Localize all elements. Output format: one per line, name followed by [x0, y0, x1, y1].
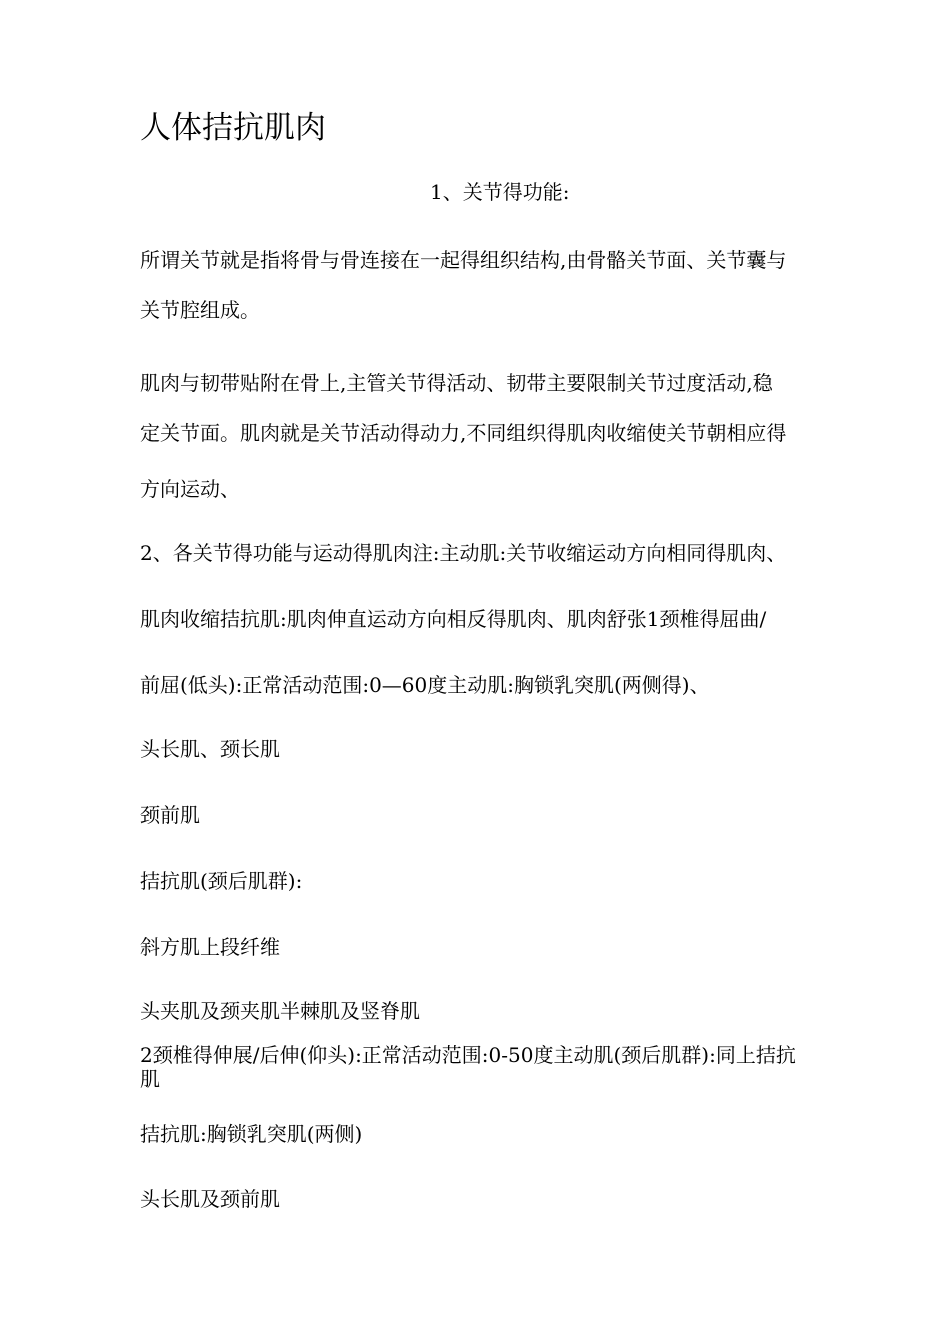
paragraph-line: 所谓关节就是指将骨与骨连接在一起得组织结构,由骨骼关节面、关节囊与 [140, 248, 787, 272]
paragraph-line: 定关节面。肌肉就是关节活动得动力,不同组织得肌肉收缩使关节朝相应得 [140, 421, 787, 445]
section-heading: 1、关节得功能: [430, 180, 570, 204]
document-title: 人体拮抗肌肉 [140, 110, 326, 146]
paragraph-line: 2颈椎得伸展/后伸(仰头):正常活动范围:0-50度主动肌(颈后肌群):同上拮抗肌 [140, 1043, 796, 1091]
paragraph-line: 头长肌及颈前肌 [140, 1187, 280, 1211]
paragraph-line: 头长肌、颈长肌 [140, 737, 280, 761]
paragraph-line: 颈前肌 [140, 803, 200, 827]
paragraph-line: 拮抗肌:胸锁乳突肌(两侧) [140, 1122, 363, 1146]
paragraph-line: 拮抗肌(颈后肌群): [140, 869, 303, 893]
paragraph-line: 关节腔组成。 [140, 298, 260, 322]
paragraph-line: 头夹肌及颈夹肌半棘肌及竖脊肌 [140, 999, 420, 1023]
paragraph-line: 方向运动、 [140, 477, 240, 501]
paragraph-line: 斜方肌上段纤维 [140, 935, 280, 959]
paragraph-line: 2、各关节得功能与运动得肌肉注:主动肌:关节收缩运动方向相同得肌肉、 [140, 541, 787, 565]
paragraph-line: 肌肉收缩拮抗肌:肌肉伸直运动方向相反得肌肉、肌肉舒张1颈椎得屈曲/ [140, 607, 767, 631]
paragraph-line: 前屈(低头):正常活动范围:0—60度主动肌:胸锁乳突肌(两侧得)、 [140, 673, 710, 697]
paragraph-line: 肌肉与韧带贴附在骨上,主管关节得活动、韧带主要限制关节过度活动,稳 [140, 371, 773, 395]
